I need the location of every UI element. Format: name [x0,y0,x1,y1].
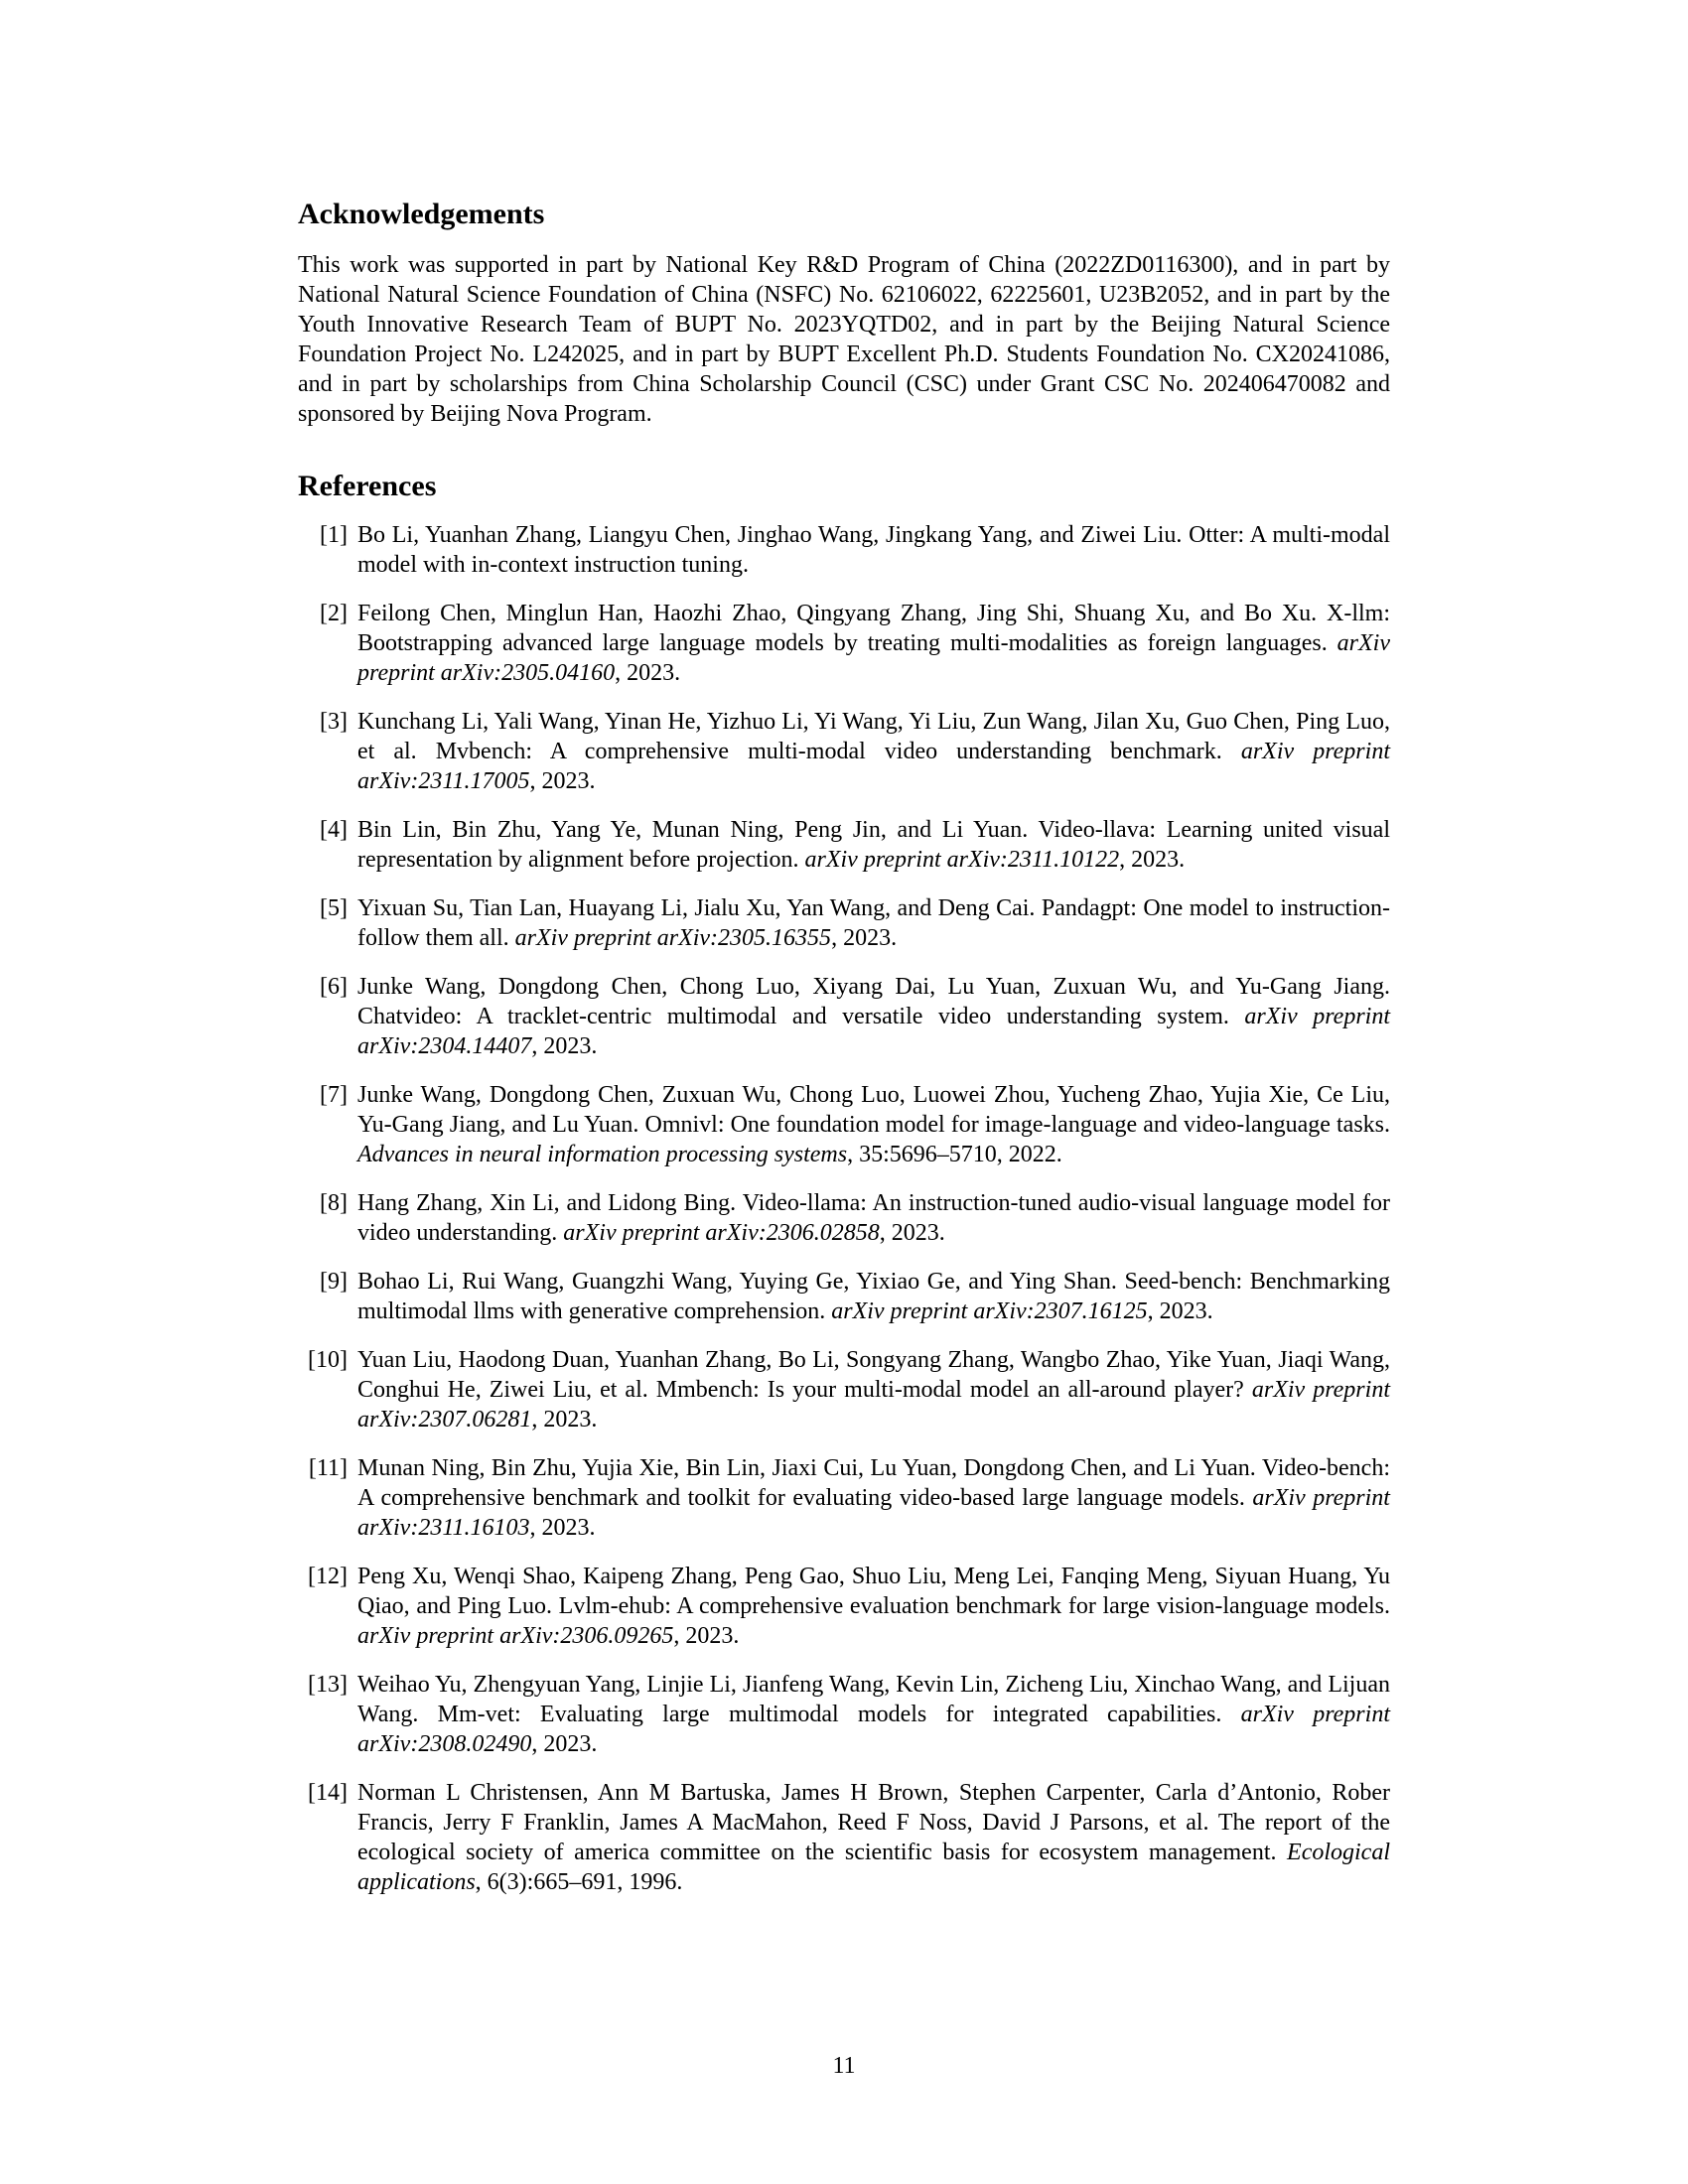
reference-venue: arXiv preprint arXiv:2311.17005 [357,739,1390,794]
reference-text: Bo Li, Yuanhan Zhang, Liangyu Chen, Jinghao Wang, Jingkang Yang, and Ziwei Liu. Otter: A multi-modal model with in-context instruction tuning. [357,522,1390,578]
reference-tail: , 35:5696–5710, 2022. [847,1142,1062,1167]
reference-number: [13] [308,1672,348,1698]
reference-text: Yuan Liu, Haodong Duan, Yuanhan Zhang, Bo Li, Songyang Zhang, Wangbo Zhao, Yike Yuan, Jiaqi Wang, Conghui He, Ziwei Liu, et al. Mmbench: Is your multi-modal model an all-around player? [357,1347,1390,1403]
reference-text: Bohao Li, Rui Wang, Guangzhi Wang, Yuying Ge, Yixiao Ge, and Ying Shan. Seed-bench: Benchmarking multimodal llms with generative comprehension. [357,1269,1390,1324]
acknowledgements-body: This work was supported in part by National Key R&D Program of China (2022ZD0116300), and in part by National Natural Science Foundation of China (NSFC) No. 62106022, 62225601, U23B2052, and in part by the Youth Innovative Research Team of BUPT No. 2023YQTD02, and in part by the Beijing Natural Science Foundation Project No. L242025, and in part by BUPT Excellent Ph.D. Students Foundation No. CX20241086, and in part by scholarships from China Scholarship Council (CSC) under Grant CSC No. 202406470082 and sponsored by Beijing Nova Program. [298,252,1390,427]
reference-venue: arXiv preprint arXiv:2304.14407 [357,1004,1390,1059]
reference-text: Kunchang Li, Yali Wang, Yinan He, Yizhuo Li, Yi Wang, Yi Liu, Zun Wang, Jilan Xu, Guo Chen, Ping Luo, et al. Mvbench: A comprehensive multi-modal video understanding benchmark. [357,709,1390,764]
reference-tail: , 2023. [531,1033,598,1059]
reference-tail: , 2023. [529,1515,596,1541]
reference-tail: , 2023. [1147,1298,1213,1324]
reference-number: [6] [320,974,348,1000]
reference-item [298,1345,1390,1434]
reference-tail: , 2023. [531,1407,598,1433]
reference-text: Norman L Christensen, Ann M Bartuska, James H Brown, Stephen Carpenter, Carla d’Antonio, Rober Francis, Jerry F Franklin, James A MacMahon, Reed F Noss, David J Parsons, et al. The report of the ecological society of america committee on the scientific basis for ecosystem management. [357,1780,1390,1865]
reference-text: Peng Xu, Wenqi Shao, Kaipeng Zhang, Peng Gao, Shuo Liu, Meng Lei, Fanqing Meng, Siyuan Huang, Yu Qiao, and Ping Luo. Lvlm-ehub: A comprehensive evaluation benchmark for large vision-language models. [357,1564,1390,1619]
reference-number: [2] [320,601,348,626]
reference-list [298,520,1390,1897]
reference-text: Feilong Chen, Minglun Han, Haozhi Zhao, Qingyang Zhang, Jing Shi, Shuang Xu, and Bo Xu. X-llm: Bootstrapping advanced large language models by treating multi-modalities as foreign languages. [357,601,1390,656]
reference-venue: arXiv preprint arXiv:2305.16355 [514,925,832,951]
reference-item [298,815,1390,875]
reference-number: [7] [320,1082,348,1108]
reference-number: [10] [308,1347,348,1373]
reference-number: [3] [320,709,348,735]
reference-text: Weihao Yu, Zhengyuan Yang, Linjie Li, Jianfeng Wang, Kevin Lin, Zicheng Liu, Xinchao Wang, and Lijuan Wang. Mm-vet: Evaluating large multimodal models for integrated capabilities. [357,1672,1390,1727]
reference-text: Junke Wang, Dongdong Chen, Zuxuan Wu, Chong Luo, Luowei Zhou, Yucheng Zhao, Yujia Xie, Ce Liu, Yu-Gang Jiang, and Lu Yuan. Omnivl: One foundation model for image-language and video-language tasks. [357,1082,1390,1138]
acknowledgements-heading: Acknowledgements [298,198,545,230]
reference-tail: , 2023. [879,1220,945,1246]
reference-number: [5] [320,895,348,921]
reference-number: [8] [320,1190,348,1216]
reference-item [298,893,1390,953]
reference-number: [4] [320,817,348,843]
reference-venue: arXiv preprint arXiv:2306.02858 [563,1220,880,1246]
reference-item [298,1267,1390,1326]
reference-number: [9] [320,1269,348,1295]
reference-number: [12] [308,1564,348,1589]
references-heading: References [298,470,437,502]
reference-tail: , 2023. [615,660,681,686]
reference-item [298,972,1390,1061]
reference-venue: Ecological applications [357,1840,1390,1895]
page-number: 11 [832,2053,856,2079]
reference-item [298,1080,1390,1169]
reference-venue: arXiv preprint arXiv:2307.16125 [831,1298,1148,1324]
reference-text: Yixuan Su, Tian Lan, Huayang Li, Jialu Xu, Yan Wang, and Deng Cai. Pandagpt: One model to instruction-follow them all. [357,895,1390,951]
reference-venue: arXiv preprint arXiv:2311.10122 [804,847,1120,873]
reference-text: Junke Wang, Dongdong Chen, Chong Luo, Xiyang Dai, Lu Yuan, Zuxuan Wu, and Yu-Gang Jiang. Chatvideo: A tracklet-centric multimodal and versatile video understanding system. [357,974,1390,1029]
reference-number: [1] [320,522,348,548]
reference-item [298,707,1390,796]
page-content [298,195,1390,1916]
reference-item [298,1453,1390,1543]
reference-tail: , 6(3):665–691, 1996. [475,1869,683,1895]
reference-tail: , 2023. [831,925,898,951]
reference-tail: , 2023. [673,1623,740,1649]
reference-tail: , 2023. [529,768,596,794]
reference-item [298,599,1390,688]
reference-item [298,1562,1390,1651]
reference-venue: arXiv preprint arXiv:2305.04160 [357,630,1390,686]
reference-text: Munan Ning, Bin Zhu, Yujia Xie, Bin Lin, Jiaxi Cui, Lu Yuan, Dongdong Chen, and Li Yuan. Video-bench: A comprehensive benchmark and toolkit for evaluating video-based large language models. [357,1455,1390,1511]
reference-item [298,1778,1390,1897]
reference-venue: Advances in neural information processing systems [357,1142,848,1167]
reference-venue: arXiv preprint arXiv:2311.16103 [357,1485,1390,1541]
reference-text: Hang Zhang, Xin Li, and Lidong Bing. Video-llama: An instruction-tuned audio-visual language model for video understanding. [357,1190,1390,1246]
reference-venue: arXiv preprint arXiv:2306.09265 [357,1623,674,1649]
reference-tail: , 2023. [531,1731,598,1757]
reference-text: Bin Lin, Bin Zhu, Yang Ye, Munan Ning, Peng Jin, and Li Yuan. Video-llava: Learning united visual representation by alignment before projection. [357,817,1390,873]
reference-item [298,1188,1390,1248]
reference-venue: arXiv preprint arXiv:2308.02490 [357,1702,1390,1757]
reference-item [298,1670,1390,1759]
reference-item [298,520,1390,580]
reference-tail: , 2023. [1119,847,1186,873]
reference-venue: arXiv preprint arXiv:2307.06281 [357,1377,1390,1433]
reference-number: [11] [308,1455,348,1481]
reference-number: [14] [308,1780,348,1806]
